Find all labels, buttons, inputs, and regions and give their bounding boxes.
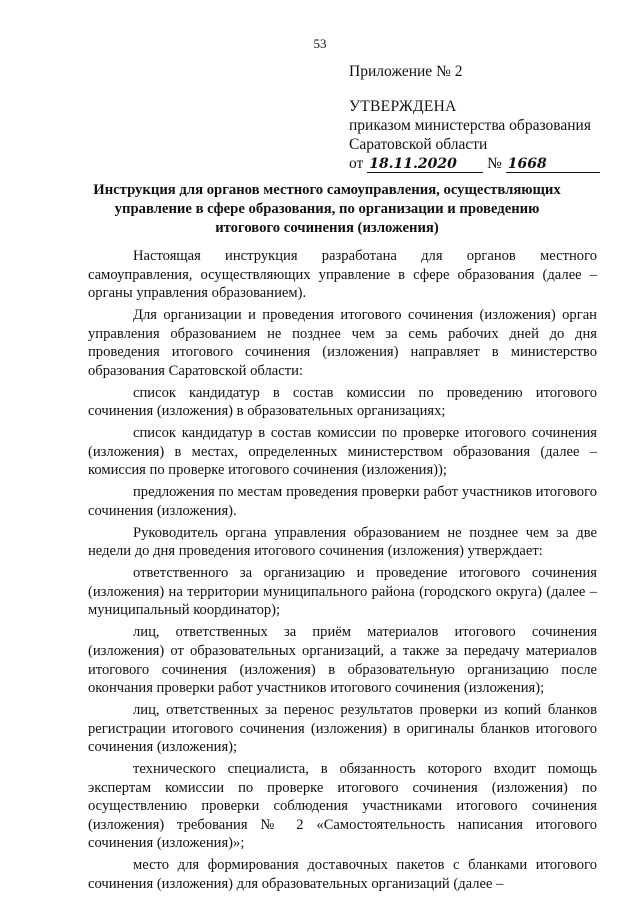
paragraph: Настоящая инструкция разработана для органов местного самоуправления, осуществляющих управление в сфере образования (далее – органы управления образованием).	[88, 248, 597, 302]
approval-block	[349, 62, 600, 173]
approval-line-region: Саратовской области	[349, 136, 488, 153]
approved-heading: УТВЕРЖДЕНА	[349, 98, 457, 115]
paragraph: предложения по местам проведения проверки работ участников итогового сочинения (изложения).	[88, 484, 597, 519]
order-date-line	[349, 154, 600, 173]
date-prefix: от	[349, 155, 364, 172]
number-prefix: №	[487, 155, 502, 172]
paragraph: лиц, ответственных за перенос результатов проверки из копий бланков регистрации итогового сочинения (изложения) в оригиналы бланков итогового сочинения (изложения);	[88, 702, 597, 756]
paragraph: Для организации и проведения итогового сочинения (изложения) орган управления образованием не позднее чем за семь рабочих дней до дня проведения итогового сочинения (изложения) направляет в министерство образования Саратовской области:	[88, 307, 597, 379]
appendix-label: Приложение № 2	[349, 63, 463, 80]
page-number: 53	[313, 36, 327, 51]
paragraph: ответственного за организацию и проведение итогового сочинения (изложения) на территории муниципального района (городского округа) (далее – муниципальный координатор);	[88, 565, 597, 619]
paragraph: список кандидатур в состав комиссии по проверке итогового сочинения (изложения) в местах, определенных министерством образования (далее – комиссия по проверке итогового сочинения (изложения));	[88, 425, 597, 479]
approval-line-ministry: приказом министерства образования	[349, 117, 591, 134]
handwritten-date: 18.11.2020	[367, 156, 483, 173]
document-body	[88, 247, 597, 897]
document-title: Инструкция для органов местного самоуправления, осуществляющих управление в сфере образования, по организации и проведению итогового сочинения (изложения)	[93, 182, 561, 236]
paragraph: технического специалиста, в обязанность которого входит помощь экспертам комиссии по проверке итогового сочинения (изложения) по осуществлению проверки соблюдения участниками итогового сочинения (изложения) требования № 2 «Самостоятельность написания итогового сочинения (изложения)»;	[88, 761, 597, 852]
paragraph: список кандидатур в состав комиссии по проведению итогового сочинения (изложения) в образовательных организациях;	[88, 384, 597, 420]
paragraph: лиц, ответственных за приём материалов итогового сочинения (изложения) от образовательных организаций, а также за передачу материалов итогового сочинения (изложения) в образовательную организацию после окончания проверки работ участников итогового сочинения (изложения);	[88, 624, 597, 697]
paragraph: Руководитель органа управления образованием не позднее чем за две недели до дня проведения итогового сочинения (изложения) утверждает:	[88, 524, 597, 560]
handwritten-order-number: 1668	[506, 156, 600, 173]
paragraph: место для формирования доставочных пакетов с бланками итогового сочинения (изложения) для образовательных организаций (далее –	[88, 857, 597, 892]
